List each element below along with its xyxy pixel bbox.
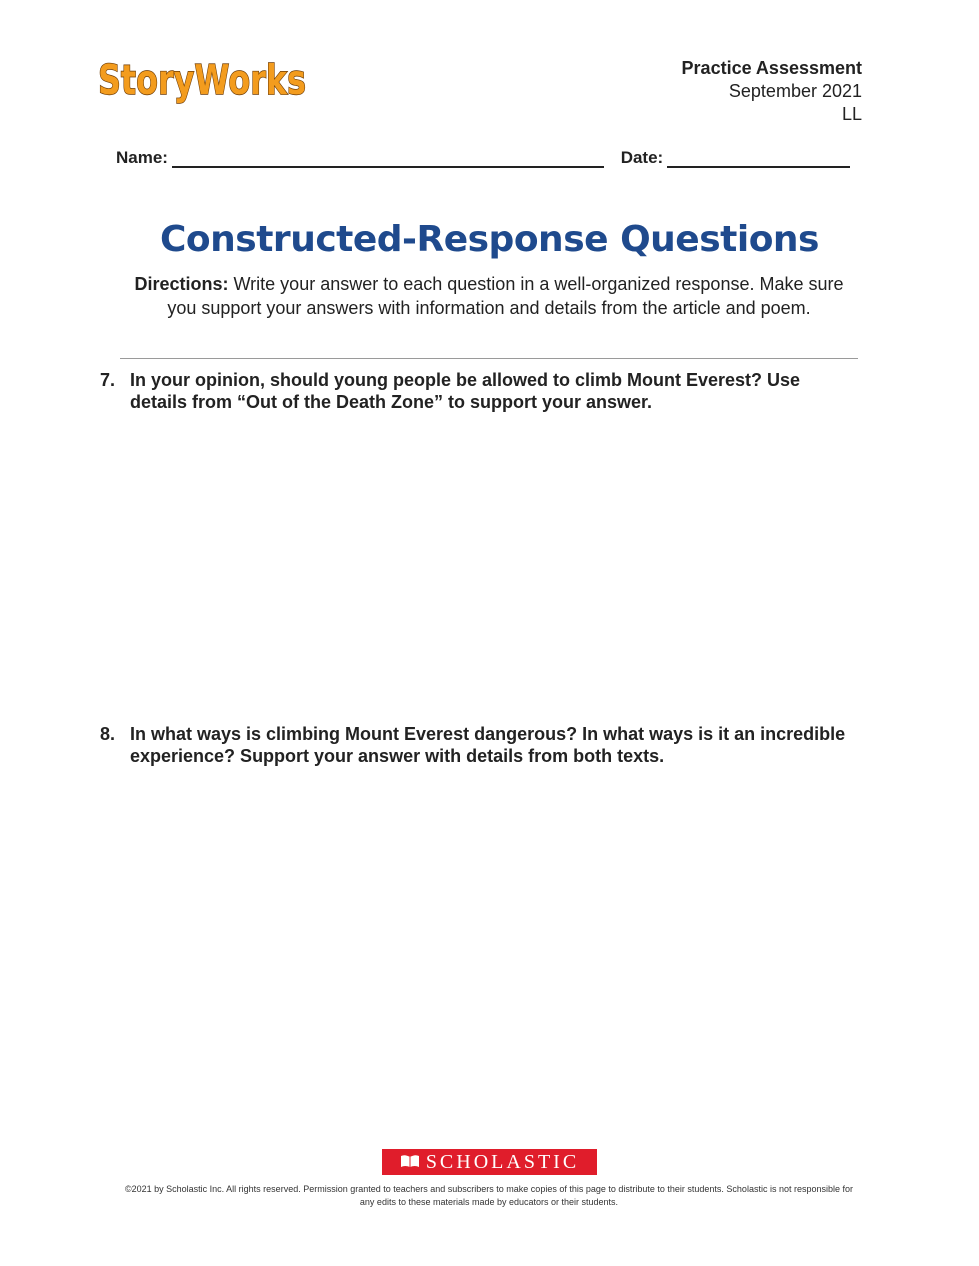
- page-title: Constructed-Response Questions: [160, 219, 819, 260]
- assessment-title: Practice Assessment: [681, 58, 862, 78]
- storyworks-logo-text: StoryWorks: [98, 56, 306, 104]
- question-text: In what ways is climbing Mount Everest dangerous? In what ways is it an incredible experience? Support your answer with details from both texts.: [130, 724, 846, 766]
- question-number: 7.: [100, 370, 116, 390]
- divider: [120, 358, 858, 359]
- question-number: 8.: [100, 724, 116, 744]
- name-field[interactable]: [172, 150, 604, 168]
- copyright-footer: ©2021 by Scholastic Inc. All rights reserved. Permission granted to teachers and subscribers to make copies of this page to distribute to their students. Scholastic is not responsible for any edits to these materials made by educators or their students.: [124, 1184, 853, 1207]
- scholastic-brand: SCHOLASTIC: [425, 1150, 580, 1173]
- directions-lead: Directions:: [134, 274, 229, 294]
- name-date-row: [116, 148, 861, 172]
- assessment-level: LL: [841, 104, 862, 124]
- directions-text: Write your answer to each question in a well-organized response. Make sure you support your answers with information and details from the article and poem.: [167, 274, 844, 318]
- date-field[interactable]: [667, 150, 850, 168]
- question-text: In your opinion, should young people be allowed to climb Mount Everest? Use details from “Out of the Death Zone” to support your answer.: [130, 370, 801, 412]
- assessment-date: September 2021: [728, 81, 862, 101]
- directions: [120, 272, 858, 320]
- name-label: Name:: [116, 148, 168, 167]
- question-7: [100, 369, 860, 413]
- question-8: [100, 723, 860, 767]
- assessment-info: [682, 57, 862, 126]
- scholastic-logo: [382, 1149, 597, 1175]
- open-book-icon: [400, 1151, 420, 1174]
- storyworks-logo: [96, 50, 311, 105]
- date-label: Date:: [620, 148, 664, 167]
